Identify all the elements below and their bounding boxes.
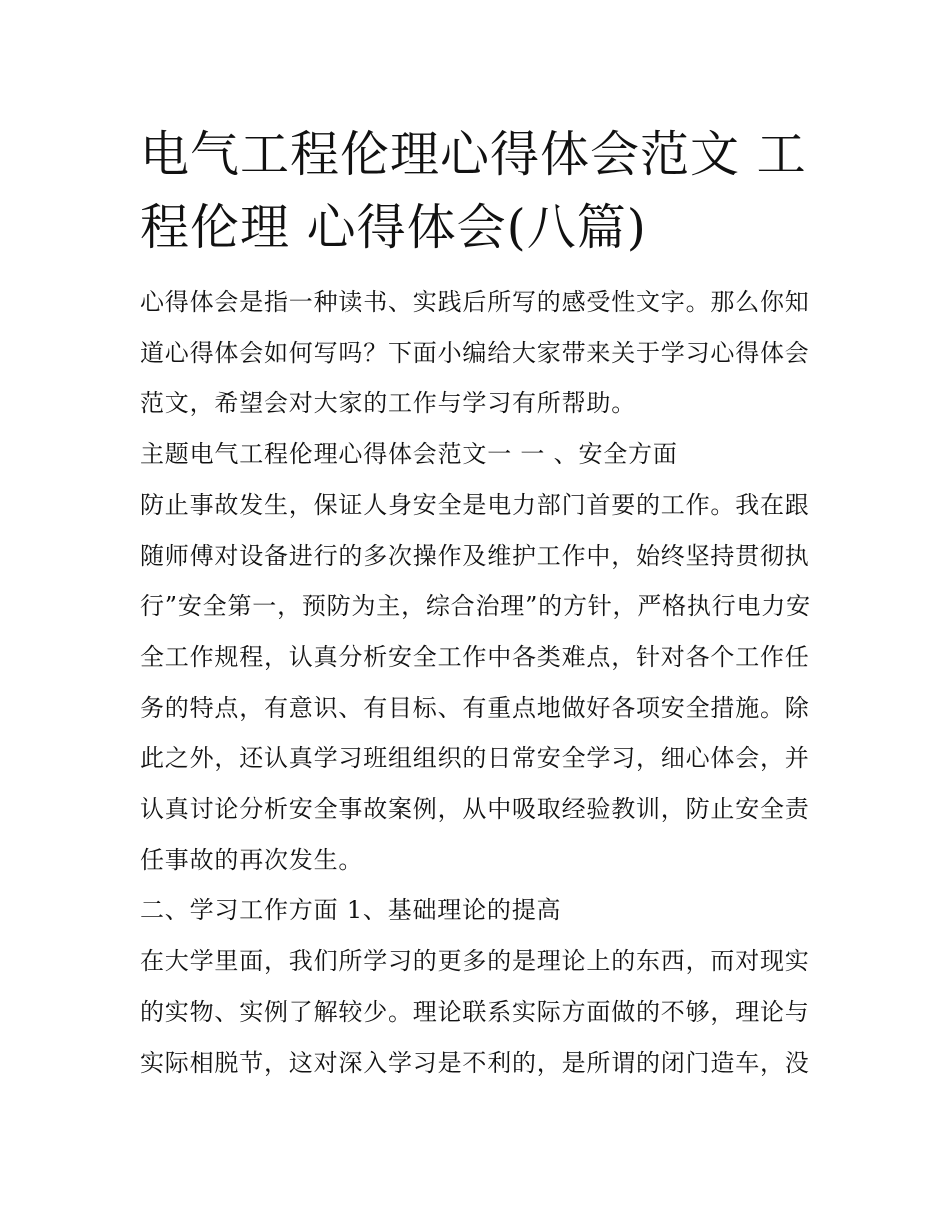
text-line: 范文，希望会对大家的工作与学习有所帮助。 [140, 389, 636, 418]
text-line: 主题电气工程伦理心得体会范文一 一 、安全方面 [140, 440, 678, 469]
document-title [140, 118, 820, 264]
text-line: 行”安全第一，预防为主，综合治理”的方针，严格执行电力安 [140, 592, 811, 621]
title-line: 电气工程伦理心得体会范文 工 [140, 126, 807, 183]
text-line: 务的特点，有意识、有目标、有重点地做好各项安全措施。除 [140, 693, 810, 722]
document-body [140, 277, 820, 1088]
safety-paragraph [140, 480, 820, 886]
text-line: 的实物、实例了解较少。理论联系实际方面做的不够，理论与 [140, 997, 810, 1026]
intro-paragraph [140, 277, 820, 429]
text-line: 全工作规程，认真分析安全工作中各类难点，针对各个工作任 [140, 642, 810, 671]
text-line: 道心得体会如何写吗？下面小编给大家带来关于学习心得体会 [140, 338, 810, 367]
text-line: 心得体会是指一种读书、实践后所写的感受性文字。那么你知 [140, 288, 810, 316]
text-line: 防止事故发生，保证人身安全是电力部门首要的工作。我在跟 [140, 490, 810, 519]
text-line: 二、学习工作方面 1、基础理论的提高 [140, 896, 562, 925]
section-heading-study [140, 885, 820, 936]
study-paragraph [140, 936, 820, 1088]
text-line: 此之外，还认真学习班组组织的日常安全学习，细心体会，并 [140, 744, 810, 773]
text-line: 在大学里面，我们所学习的更多的是理论上的东西，而对现实 [140, 947, 810, 976]
text-line: 随师傅对设备进行的多次操作及维护工作中，始终坚持贯彻执 [140, 541, 810, 570]
section-heading-safety [140, 429, 820, 480]
text-line: 认真讨论分析安全事故案例，从中吸取经验教训，防止安全责 [140, 795, 810, 824]
text-line: 实际相脱节，这对深入学习是不利的，是所谓的闭门造车，没 [140, 1048, 810, 1077]
text-line: 任事故的再次发生。 [140, 845, 364, 874]
title-line: 程伦理 心得体会(八篇) [140, 199, 647, 256]
